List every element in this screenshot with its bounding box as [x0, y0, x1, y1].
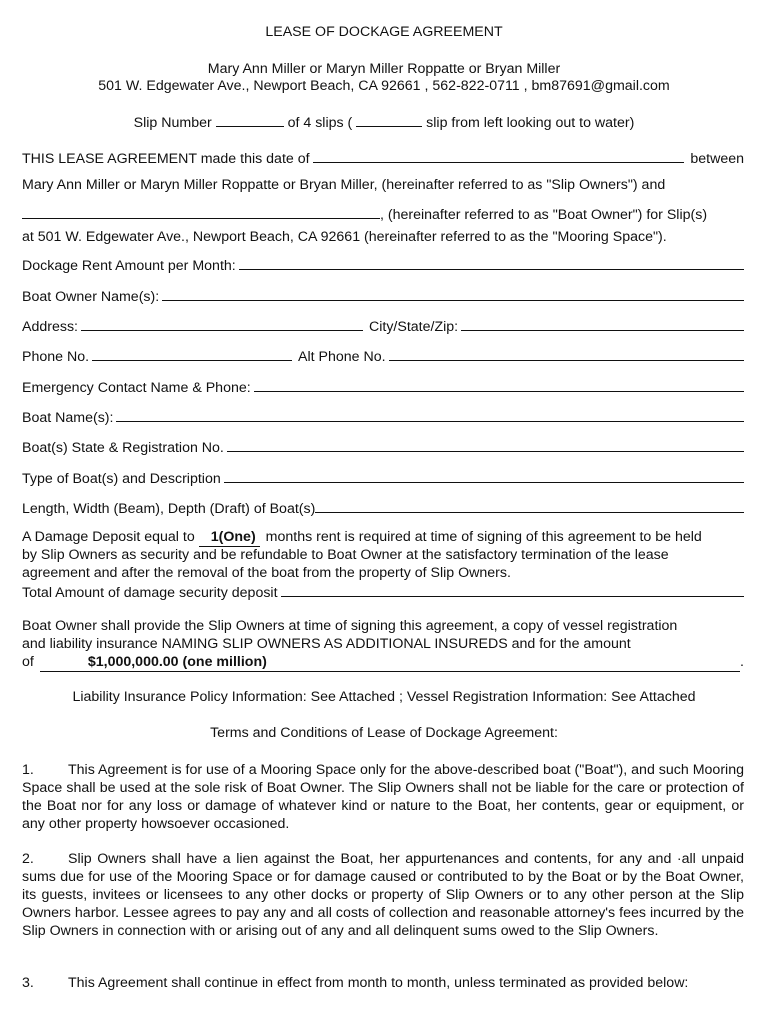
phone-field[interactable]: [92, 347, 292, 361]
attachments-note: Liability Insurance Policy Information: See Attached ; Vessel Registration Information: See Attached: [72, 689, 696, 705]
rent-row: Dockage Rent Amount per Month:: [22, 256, 744, 275]
deposit-line-2: by Slip Owners as security and be refundable to Boat Owner at the satisfactory termination of the lease: [22, 547, 669, 563]
registration-row: Boat(s) State & Registration No.: [22, 438, 744, 457]
insurance-amount-row: of $1,000,000.00 (one million) .: [22, 654, 744, 670]
slip-number-field[interactable]: [216, 114, 284, 127]
agreement-date-line: THIS LEASE AGREEMENT made this date of between: [22, 151, 744, 167]
owners-contact-address: 501 W. Edgewater Ave., Newport Beach, CA 92661 , 562-822-0711 , bm87691@gmail.com: [98, 78, 670, 94]
agreement-date-field[interactable]: [313, 149, 685, 163]
term-1: 1. This Agreement is for use of a Mooring Space only for the above-described boat ("Boat"), and such Mooring Space shall be used at the sole risk of Boat Owner. The Slip Owners shall not be liable for the care or protection of the Boat nor for any loss or damage of whatever kind or nature to the Boat, her contents, gear or equipment, or any other property howsoever occasioned.: [22, 762, 744, 832]
deposit-line-1: A Damage Deposit equal to 1(One) months rent is required at time of signing of this agreement to be held: [22, 529, 702, 545]
document-title: LEASE OF DOCKAGE AGREEMENT: [265, 24, 503, 40]
term-2: 2. Slip Owners shall have a lien against the Boat, her appurtenances and contents, for any and ·all unpaid sums due for use of the Mooring Space or for damage caused or contributed to by the Boat or by the Boat Owner, its guests, invitees or licensees to any other docks or property of Slip Owners or to any other person at the Slip Owners harbor. Lessee agrees to pay any and all costs of collection and reasonable attorney's fees incurred by the Slip Owners in connection with or arising out of any and all delinquent sums owed to the Slip Owners.: [22, 851, 744, 939]
boat-type-row: Type of Boat(s) and Description: [22, 469, 744, 488]
address-row: Address: City/State/Zip:: [22, 317, 744, 336]
emergency-contact-field[interactable]: [254, 378, 744, 392]
insurance-line-2: and liability insurance NAMING SLIP OWNERS AS ADDITIONAL INSUREDS and for the amount: [22, 636, 631, 652]
address-field[interactable]: [81, 317, 363, 331]
intro-parties-line: Mary Ann Miller or Maryn Miller Roppatte or Bryan Miller, (hereinafter referred to as "Slip Owners") and: [22, 177, 666, 193]
term-3: 3. This Agreement shall continue in effect from month to month, unless terminated as provided below:: [22, 975, 689, 991]
boat-names-field[interactable]: [116, 408, 744, 422]
mooring-space-line: at 501 W. Edgewater Ave., Newport Beach, CA 92661 (hereinafter referred to as the "Mooring Space").: [22, 229, 667, 245]
city-state-zip-field[interactable]: [461, 317, 744, 331]
slip-owners-names: Mary Ann Miller or Maryn Miller Roppatte or Bryan Miller: [207, 61, 561, 77]
insurance-amount-value[interactable]: $1,000,000.00 (one million): [40, 654, 740, 672]
dimensions-field[interactable]: [315, 499, 744, 513]
slip-number-line: Slip Number of 4 slips ( slip from left looking out to water): [133, 115, 635, 131]
boat-type-field[interactable]: [224, 469, 744, 483]
deposit-line-3: agreement and after the removal of the boat from the property of Slip Owners.: [22, 565, 511, 581]
slip-position-field[interactable]: [356, 114, 422, 127]
deposit-total-field[interactable]: [281, 583, 744, 597]
deposit-total-row: Total Amount of damage security deposit: [22, 583, 744, 602]
terms-heading: Terms and Conditions of Lease of Dockage Agreement:: [210, 725, 558, 741]
boat-owner-line: , (hereinafter referred to as "Boat Owner") for Slip(s): [22, 205, 744, 224]
alt-phone-field[interactable]: [389, 347, 744, 361]
owner-names-field[interactable]: [162, 287, 744, 301]
phone-row: Phone No. Alt Phone No.: [22, 347, 744, 366]
emergency-row: Emergency Contact Name & Phone:: [22, 378, 744, 397]
registration-field[interactable]: [227, 438, 744, 452]
deposit-months-value[interactable]: 1(One): [199, 529, 260, 547]
owner-names-row: Boat Owner Name(s):: [22, 287, 744, 306]
rent-field[interactable]: [239, 256, 744, 270]
dimensions-row: Length, Width (Beam), Depth (Draft) of Boat(s): [22, 499, 744, 518]
insurance-line-1: Boat Owner shall provide the Slip Owners at time of signing this agreement, a copy of vessel registration: [22, 618, 678, 634]
boat-owner-name-field[interactable]: [22, 205, 380, 219]
boat-names-row: Boat Name(s):: [22, 408, 744, 427]
